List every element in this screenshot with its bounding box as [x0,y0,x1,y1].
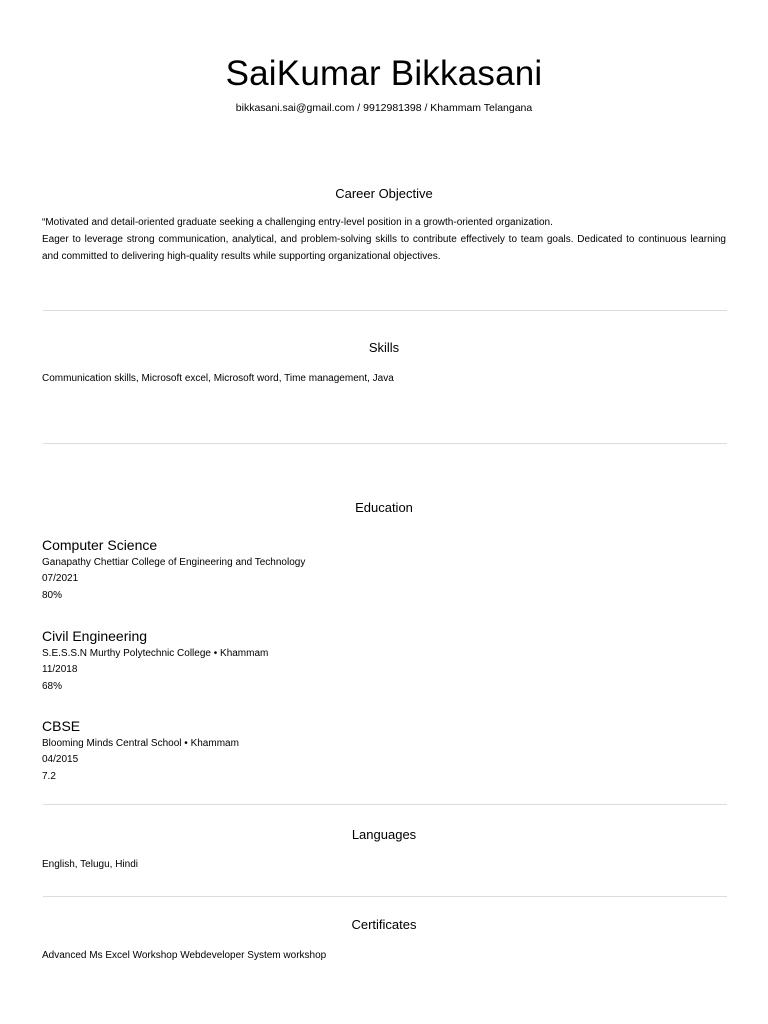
education-heading: Education [355,500,413,515]
education-degree: CBSE [42,718,81,734]
contact-info: bikkasani.sai@gmail.com / 9912981398 / Khammam Telangana [235,102,533,114]
education-institution: Blooming Minds Central School • Khammam [42,738,239,749]
career-objective-line-1: “Motivated and detail-oriented graduate seeking a challenging entry-level position in a growth-oriented organization. [42,217,553,228]
education-entry [42,627,726,695]
education-score: 68% [42,680,63,692]
certificates-heading: Certificates [351,917,417,932]
languages-text: English, Telugu, Hindi [42,859,138,870]
skills-text: Communication skills, Microsoft excel, Microsoft word, Time management, Java [42,373,394,384]
education-institution: S.E.S.S.N Murthy Polytechnic College • Khammam [42,648,269,659]
skills-heading: Skills [368,340,400,355]
section-divider [43,310,727,311]
education-date: 11/2018 [42,664,78,676]
career-objective-line-2: Eager to leverage strong communication, analytical, and problem-solving skills to contribute effectively to team goals. Dedicated to continuous learning and committed to delivering high-quality results while supporting organizational objectives. [42,234,726,262]
education-score: 80% [42,589,63,601]
career-objective-heading: Career Objective [335,186,433,201]
section-divider [43,896,727,897]
education-date: 07/2021 [42,573,79,585]
education-date: 04/2015 [42,754,79,766]
education-institution: Ganapathy Chettiar College of Engineering and Technology [42,557,306,568]
education-entry [42,717,726,785]
resume-name: SaiKumar Bikkasani [225,54,543,93]
education-degree: Civil Engineering [42,628,148,644]
section-divider [43,443,727,444]
education-entry [42,536,726,604]
certificates-text: Advanced Ms Excel Workshop Webdeveloper System workshop [42,950,327,961]
education-score: 7.2 [42,770,56,782]
section-divider [43,804,727,805]
career-objective-text [42,214,726,265]
education-degree: Computer Science [42,537,158,553]
languages-heading: Languages [351,827,417,842]
